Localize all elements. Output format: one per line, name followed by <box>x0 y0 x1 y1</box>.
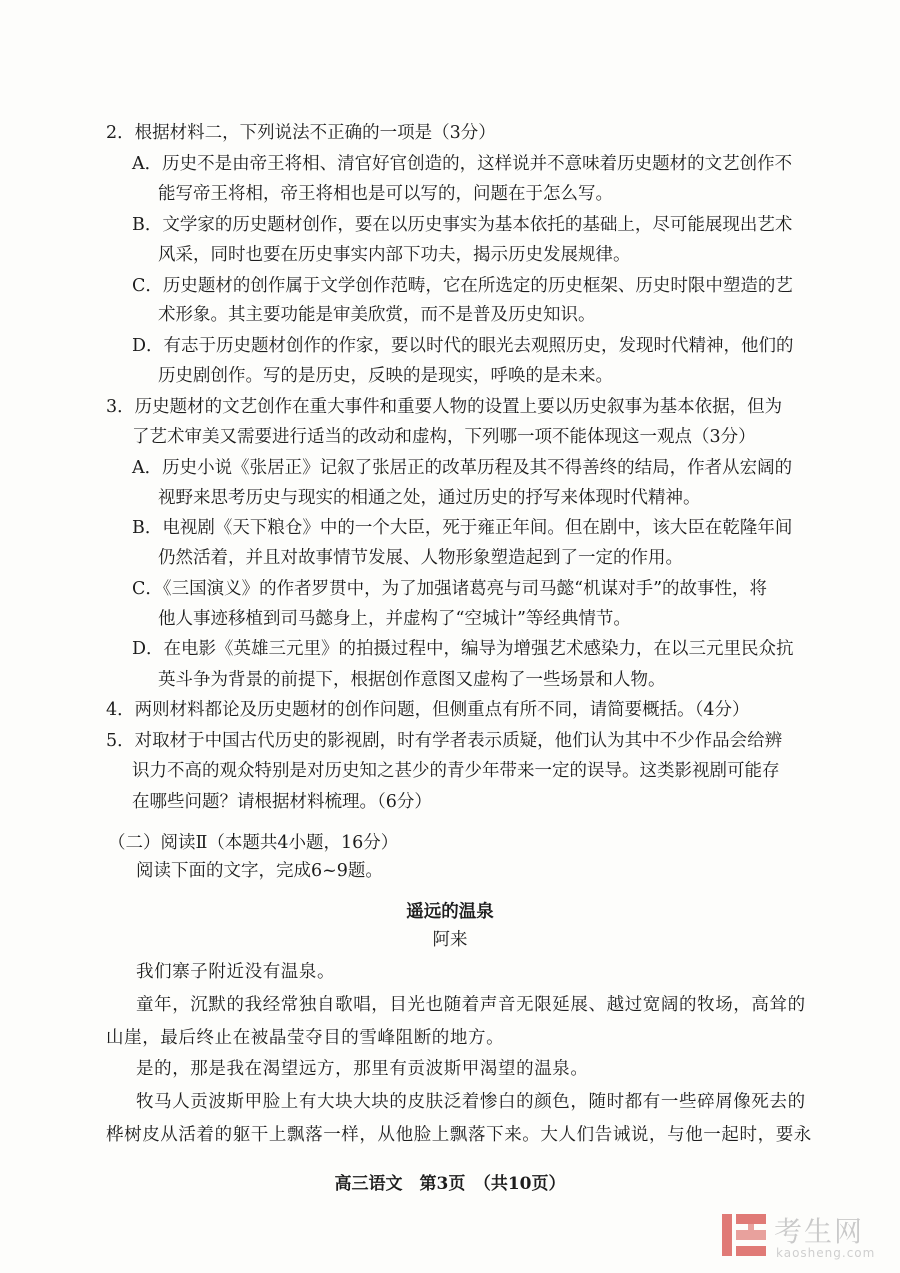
q3-option-a: A．历史小说《张居正》记叙了张居正的改革历程及其不得善终的结局，作者从宏阔的 <box>132 458 793 478</box>
question-3-stem-cont: 了艺术审美又需要进行适当的改动和虚构，下列哪一项不能体现这一观点（3分） <box>132 427 756 447</box>
story-title: 遥远的温泉 <box>406 902 494 922</box>
question-5-cont-2: 在哪些问题？请根据材料梳理。（6分） <box>132 792 432 812</box>
watermark-text: 考生网 <box>774 1215 865 1248</box>
question-4: 4．两则材料都论及历史题材的创作问题，但侧重点有所不同，请简要概括。（4分） <box>106 700 750 720</box>
q3-option-b-cont: 仍然活着，并且对故事情节发展、人物形象塑造起到了一定的作用。 <box>158 548 683 568</box>
section-heading: （二）阅读Ⅱ（本题共4小题，16分） <box>108 833 399 853</box>
q3-option-d-cont: 英斗争为背景的前提下，根据创作意图又虚构了一些场景和人物。 <box>158 670 666 690</box>
q3-option-a-cont: 视野来思考历史与现实的相通之处，通过历史的抒写来体现时代精神。 <box>158 488 701 508</box>
q2-option-b-cont: 风采，同时也要在历史事实内部下功夫，揭示历史发展规律。 <box>158 245 631 265</box>
q2-option-c-cont: 术形象。其主要功能是审美欣赏，而不是普及历史知识。 <box>158 305 596 325</box>
story-paragraph-cont: 桦树皮从活着的躯干上飘落一样，从他脸上飘落下来。大人们告诫说，与他一起时，要永 <box>106 1125 812 1145</box>
q2-option-a-cont: 能写帝王将相，帝王将相也是可以写的，问题在于怎么写。 <box>158 184 613 204</box>
watermark-domain: kaosheng.com <box>776 1246 876 1260</box>
kaosheng-logo-icon <box>720 1210 768 1260</box>
q2-option-c: C．历史题材的创作属于文学创作范畴，它在所选定的历史框架、历史时限中塑造的艺 <box>132 276 793 296</box>
q3-option-d: D．在电影《英雄三元里》的拍摄过程中，编导为增强艺术感染力，在以三元里民众抗 <box>132 639 794 659</box>
story-paragraph: 是的，那是我在渴望远方，那里有贡波斯甲渴望的温泉。 <box>136 1059 589 1079</box>
watermark <box>720 1208 890 1266</box>
question-3-stem: 3．历史题材的文艺创作在重大事件和重要人物的设置上要以历史叙事为基本依据，但为 <box>106 397 783 417</box>
story-author: 阿来 <box>432 930 468 950</box>
q2-option-d-cont: 历史剧创作。写的是历史，反映的是现实，呼唤的是未来。 <box>158 366 613 386</box>
q2-option-a: A．历史不是由帝王将相、清官好官创造的，这样说并不意味着历史题材的文艺创作不 <box>132 154 793 174</box>
q3-option-b: B．电视剧《天下粮仓》中的一个大臣，死于雍正年间。但在剧中，该大臣在乾隆年间 <box>132 518 793 538</box>
q3-option-c: C．《三国演义》的作者罗贯中，为了加强诸葛亮与司马懿“机谋对手”的故事性，将 <box>132 579 768 599</box>
story-paragraph-cont: 山崖，最后终止在被晶莹夺目的雪峰阻断的地方。 <box>106 1028 505 1048</box>
question-5-cont-1: 识力不高的观众特别是对历史知之甚少的青少年带来一定的误导。这类影视剧可能存 <box>132 761 780 781</box>
q2-option-d: D．有志于历史题材创作的作家，要以时代的眼光去观照历史，发现时代精神，他们的 <box>132 336 794 356</box>
story-paragraph: 我们寨子附近没有温泉。 <box>136 962 336 982</box>
q2-option-b: B．文学家的历史题材创作，要在以历史事实为基本依托的基础上，尽可能展现出艺术 <box>132 215 793 235</box>
section-instruction: 阅读下面的文字，完成6~9题。 <box>136 861 383 881</box>
page-footer: 高三语文 第3页 （共10页） <box>334 1174 566 1194</box>
question-2-stem: 2．根据材料二，下列说法不正确的一项是（3分） <box>106 123 496 143</box>
story-paragraph: 童年，沉默的我经常独自歌唱，目光也随着声音无限延展、越过宽阔的牧场，高耸的 <box>136 995 806 1015</box>
q3-option-c-cont: 他人事迹移植到司马懿身上，并虚构了“空城计”等经典情节。 <box>158 609 631 629</box>
question-5-stem: 5．对取材于中国古代历史的影视剧，时有学者表示质疑，他们认为其中不少作品会给辨 <box>106 731 783 751</box>
story-paragraph: 牧马人贡波斯甲脸上有大块大块的皮肤泛着惨白的颜色，随时都有一些碎屑像死去的 <box>136 1092 806 1112</box>
